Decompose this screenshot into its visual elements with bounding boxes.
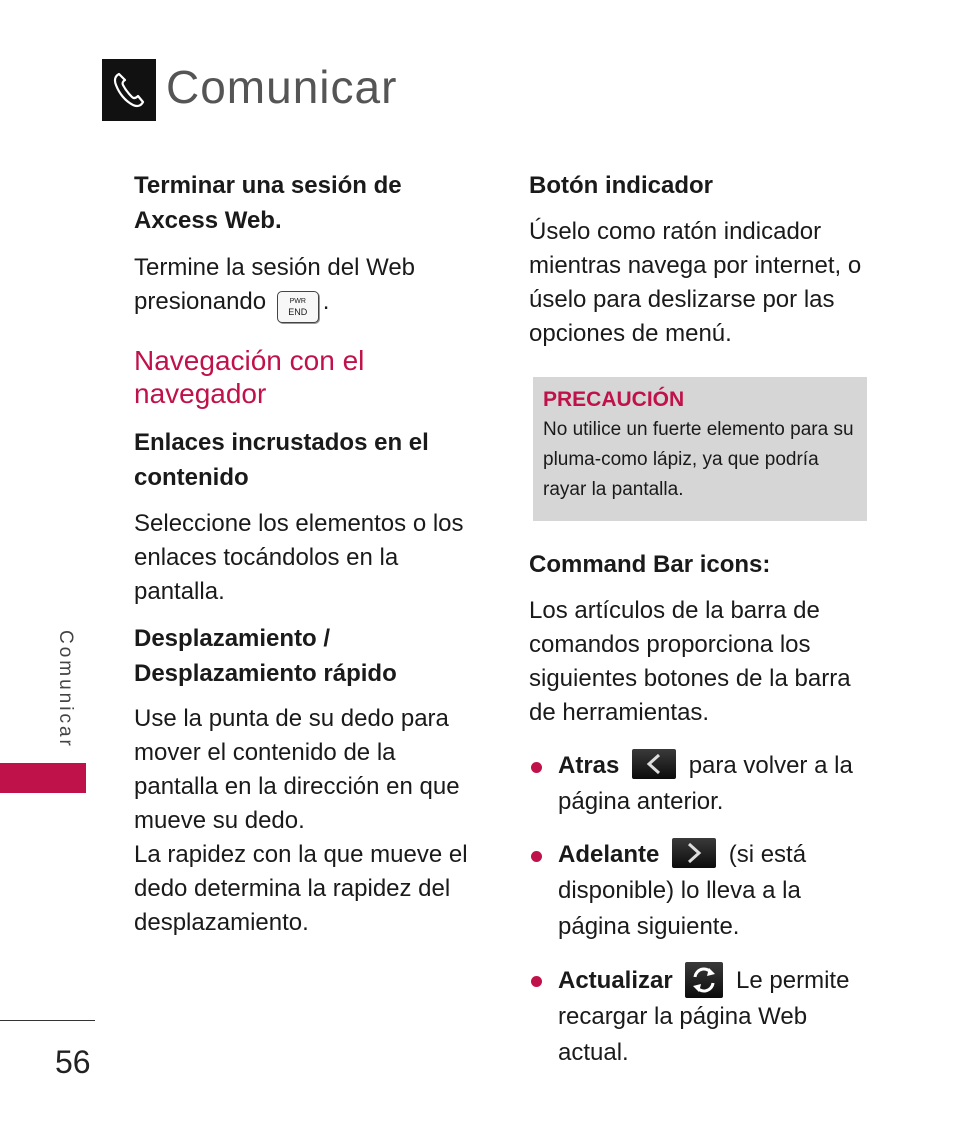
end-session-text-before: Termine la sesión del Web presionando [134,254,416,315]
embedded-links-text: Seleccione los elementos o los enlaces tocándolos en la pantalla. [134,510,464,605]
caution-text: No utilice un fuerte elemento para su pluma-como lápiz, ya que podría rayar la pantalla. [543,419,854,500]
refresh-label: Actualizar [558,967,673,994]
list-item-back [529,748,879,820]
forward-arrow-icon [672,838,716,868]
forward-text: (si está disponible) lo lleva a la página siguiente. [558,841,807,940]
caution-box [533,377,867,521]
right-column [529,168,879,1071]
refresh-icon [685,962,723,998]
list-item-refresh [529,962,879,1071]
back-label: Atras [558,752,620,779]
end-session-text [134,251,486,323]
refresh-text: Le permite recargar la página Web actual. [558,967,850,1066]
section-title-navigation: Navegación con el navegador [134,345,365,409]
list-item-forward [529,837,879,945]
command-bar-text: Los artículos de la barra de comandos proporciona los siguientes botones de la barra de herramientas. [529,597,851,726]
end-session-text-after: . [322,288,330,315]
page-title: Comunicar [166,61,398,113]
back-text: para volver a la página anterior. [558,752,853,815]
left-column [134,168,486,940]
pointer-button-text: Úselo como ratón indicador mientras navega por internet, o úselo para deslizarse por las opciones de menú. [529,218,862,347]
end-session-heading: Terminar una sesión de Axcess Web. [134,172,402,234]
side-tab-marker [0,763,86,793]
back-arrow-icon [632,749,676,779]
scroll-text-1: Use la punta de su dedo para mover el contenido de la pantalla en la dirección en que mueve su dedo. [134,705,460,834]
embedded-links-heading: Enlaces incrustados en el contenido [134,429,429,491]
pointer-button-heading: Botón indicador [529,172,713,199]
caution-title: PRECAUCIÓN [543,388,685,411]
scroll-text-2: La rapidez con la que mueve el dedo determina la rapidez del desplazamiento. [134,841,468,936]
key-top-label: PWR [289,298,306,305]
scroll-heading: Desplazamiento / Desplazamiento rápido [134,625,397,687]
side-tab-label: Comunicar [55,630,76,749]
bullet-dot [531,851,542,862]
forward-label: Adelante [558,841,660,868]
bullet-dot [531,762,542,773]
phone-icon [102,59,156,121]
key-bottom-label: END [288,307,308,317]
bullet-dot [531,976,542,987]
page-number: 56 [55,1044,91,1080]
command-bar-heading: Command Bar icons: [529,551,771,578]
pwr-end-key-icon [277,291,319,323]
footer-divider [0,1020,95,1021]
